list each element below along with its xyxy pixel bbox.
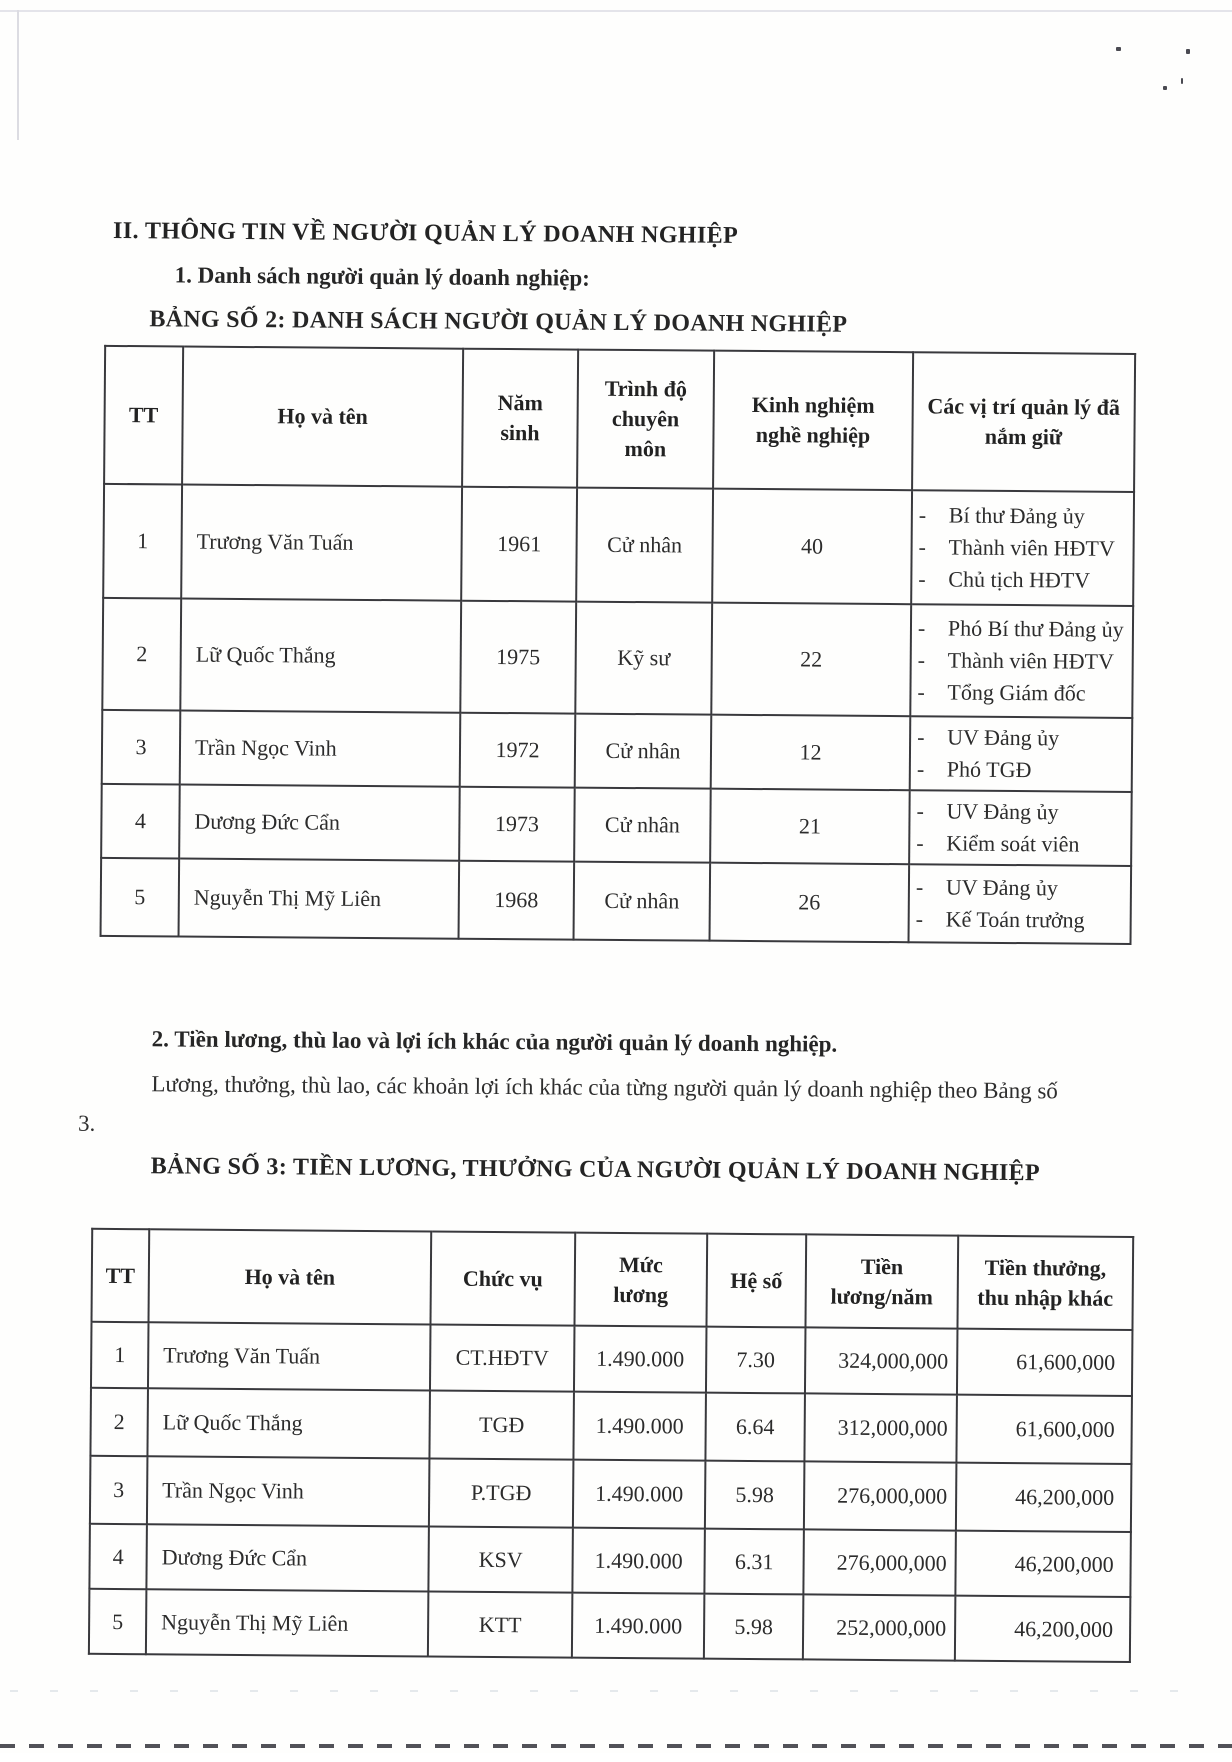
cell-tt: 2 <box>102 598 181 711</box>
manager-row <box>103 484 1134 606</box>
subsection-1-heading: 1. Danh sách người quản lý doanh nghiệp: <box>174 262 590 291</box>
section-ii-heading: II. THÔNG TIN VỀ NGƯỜI QUẢN LÝ DOANH NGHIỆP <box>112 217 739 249</box>
cell-bonus: 46,200,000 <box>955 1531 1131 1597</box>
cell-base-salary: 1.490.000 <box>573 1460 706 1529</box>
cell-coefficient: 6.31 <box>704 1529 804 1595</box>
manager-row <box>101 857 1132 943</box>
cell-name: Trần Ngọc Vinh <box>147 1456 430 1526</box>
cell-title: P.TGĐ <box>429 1458 574 1527</box>
cell-base-salary: 1.490.000 <box>572 1528 705 1594</box>
cell-annual-salary: 324,000,000 <box>805 1327 958 1394</box>
position-item: - Chủ tịch HĐTV <box>918 563 1128 597</box>
position-item: - UV Đảng ủy <box>917 721 1127 755</box>
position-item: - Phó TGĐ <box>917 753 1127 787</box>
table-2-caption: BẢNG SỐ 2: DANH SÁCH NGƯỜI QUẢN LÝ DOANH NGHIỆP <box>149 306 848 338</box>
cell-tt: 1 <box>103 484 182 599</box>
salary-table-header-row <box>92 1229 1134 1330</box>
header-bonus: Tiền thưởng, thu nhập khác <box>957 1236 1133 1330</box>
cell-tt: 3 <box>90 1456 148 1524</box>
cell-coefficient: 6.64 <box>705 1393 805 1462</box>
cell-name: Nguyễn Thị Mỹ Liên <box>146 1589 429 1656</box>
cell-bonus: 46,200,000 <box>956 1463 1132 1532</box>
cell-birth-year: 1961 <box>461 487 577 602</box>
cell-positions <box>911 490 1134 606</box>
cell-positions <box>910 716 1133 792</box>
cell-tt: 4 <box>101 784 180 858</box>
cell-positions <box>910 604 1133 718</box>
cell-bonus: 46,200,000 <box>955 1596 1131 1662</box>
cell-experience: 26 <box>710 862 910 942</box>
position-item: - UV Đảng ủy <box>916 795 1126 829</box>
header-tt: TT <box>104 346 183 485</box>
header-experience: Kinh nghiệm nghề nghiệp <box>713 351 913 491</box>
cell-tt: 5 <box>101 857 180 936</box>
cell-birth-year: 1975 <box>460 601 576 714</box>
header-base-salary: Mức lương <box>574 1233 707 1327</box>
managers-table <box>100 345 1137 945</box>
salary-table <box>88 1228 1134 1663</box>
cell-experience: 21 <box>710 788 910 863</box>
manager-row <box>102 710 1133 792</box>
cell-base-salary: 1.490.000 <box>573 1392 706 1461</box>
cell-experience: 40 <box>712 489 912 605</box>
cell-experience: 12 <box>711 715 911 790</box>
position-item: - Thành viên HĐTV <box>918 644 1128 678</box>
header-qualification: Trình độ chuyên môn <box>577 350 714 489</box>
cell-coefficient: 7.30 <box>706 1327 806 1394</box>
salary-row <box>90 1388 1132 1464</box>
header-name: Họ và tên <box>182 346 463 486</box>
salary-row <box>89 1589 1130 1662</box>
position-item: - Kiểm soát viên <box>916 827 1126 861</box>
cell-bonus: 61,600,000 <box>956 1395 1132 1464</box>
header-positions: Các vị trí quản lý đã nắm giữ <box>912 352 1135 492</box>
subsection-2-heading: 2. Tiền lương, thù lao và lợi ích khác của người quản lý doanh nghiệp. <box>151 1026 838 1057</box>
cell-name: Trần Ngọc Vinh <box>180 710 461 786</box>
cell-birth-year: 1972 <box>460 713 576 788</box>
cell-title: CT.HĐTV <box>430 1324 575 1391</box>
cell-tt: 3 <box>102 710 181 784</box>
cell-bonus: 61,600,000 <box>957 1329 1133 1396</box>
cell-name: Dương Đức Cẩn <box>179 784 460 860</box>
manager-row <box>102 598 1133 718</box>
cell-tt: 1 <box>91 1322 149 1388</box>
cell-name: Trương Văn Tuấn <box>181 484 462 600</box>
position-item: - Bí thư Đảng ủy <box>919 499 1129 533</box>
cell-birth-year: 1968 <box>459 860 575 939</box>
position-item: - Tổng Giám đốc <box>917 676 1127 710</box>
header-annual-salary: Tiền lương/năm <box>805 1234 958 1328</box>
cell-qualification: Cử nhân <box>574 787 711 862</box>
cell-base-salary: 1.490.000 <box>572 1593 705 1659</box>
cell-qualification: Kỹ sư <box>575 602 712 715</box>
header-coefficient: Hệ số <box>706 1234 806 1328</box>
header-title: Chức vụ <box>430 1231 575 1325</box>
cell-name: Nguyễn Thị Mỹ Liên <box>179 858 460 938</box>
cell-tt: 2 <box>90 1388 148 1456</box>
header-tt: TT <box>92 1229 150 1322</box>
cell-base-salary: 1.490.000 <box>574 1326 707 1393</box>
position-item: - Thành viên HĐTV <box>918 531 1128 565</box>
cell-positions <box>909 790 1132 866</box>
header-name: Họ và tên <box>149 1229 432 1324</box>
cell-experience: 22 <box>711 603 911 717</box>
position-item: - Kế Toán trưởng <box>916 903 1126 937</box>
cell-title: KSV <box>428 1526 573 1592</box>
salary-row <box>90 1456 1132 1532</box>
cell-qualification: Cử nhân <box>576 488 713 603</box>
cell-birth-year: 1973 <box>459 786 575 861</box>
cell-annual-salary: 276,000,000 <box>804 1461 957 1530</box>
position-item: - UV Đảng ủy <box>916 871 1126 905</box>
managers-table-header-row <box>104 346 1135 492</box>
cell-name: Dương Đức Cẩn <box>146 1524 429 1591</box>
header-birth-year: Năm sinh <box>462 349 578 488</box>
cell-qualification: Cử nhân <box>574 861 711 940</box>
cell-name: Lữ Quốc Thắng <box>180 598 461 712</box>
subsection-2-paragraph: Lương, thưởng, thù lao, các khoản lợi ích khác của từng người quản lý doanh nghiệp theo Bảng số 3. <box>77 1071 1058 1136</box>
cell-coefficient: 5.98 <box>705 1461 805 1530</box>
position-item: - Phó Bí thư Đảng ủy <box>918 612 1128 646</box>
cell-annual-salary: 252,000,000 <box>803 1594 956 1660</box>
manager-row <box>101 784 1132 866</box>
cell-annual-salary: 276,000,000 <box>803 1529 956 1595</box>
cell-tt: 5 <box>89 1589 147 1654</box>
table-3-caption: BẢNG SỐ 3: TIỀN LƯƠNG, THƯỞNG CỦA NGƯỜI QUẢN LÝ DOANH NGHIỆP <box>150 1153 1040 1187</box>
cell-title: TGĐ <box>429 1390 574 1459</box>
cell-title: KTT <box>428 1591 573 1657</box>
salary-row <box>89 1524 1130 1597</box>
cell-tt: 4 <box>89 1524 147 1589</box>
cell-name: Trương Văn Tuấn <box>148 1322 431 1390</box>
cell-positions <box>909 864 1132 944</box>
cell-qualification: Cử nhân <box>575 714 712 789</box>
salary-row <box>91 1322 1132 1396</box>
cell-coefficient: 5.98 <box>704 1594 804 1660</box>
cell-annual-salary: 312,000,000 <box>804 1393 957 1462</box>
cell-name: Lữ Quốc Thắng <box>147 1388 430 1458</box>
